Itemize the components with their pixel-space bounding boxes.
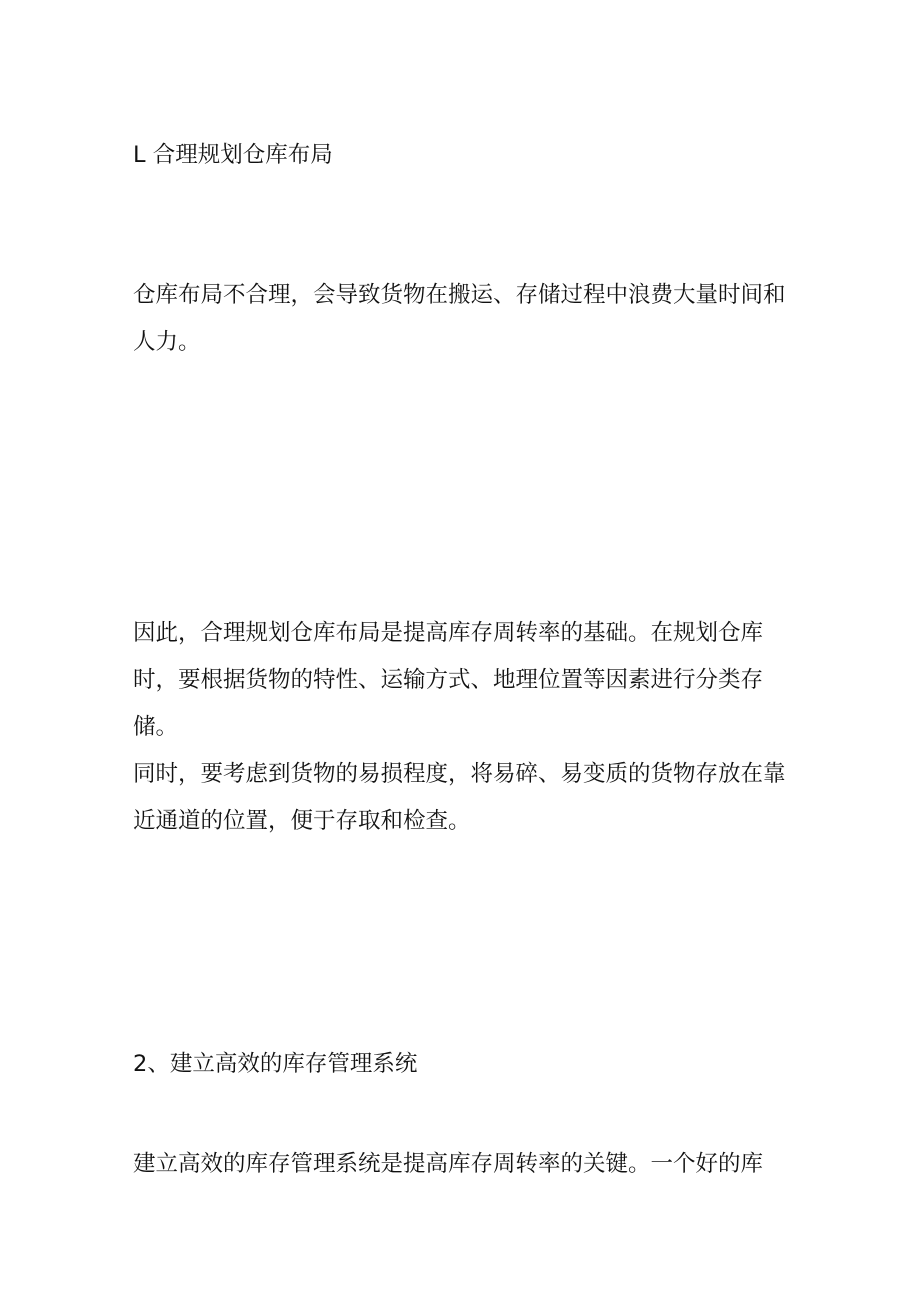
section-heading-inventory-system: 2、建立高效的库存管理系统	[133, 1051, 418, 1077]
paragraph-layout-planning: 因此，合理规划仓库布局是提高库存周转率的基础。在规划仓库时，要根据货物的特性、运输方式、地理位置等因素进行分类存储。	[133, 620, 764, 740]
section-heading-warehouse-layout: L 合理规划仓库布局	[133, 142, 333, 168]
paragraph-layout-problem: 仓库布局不合理，会导致货物在搬运、存储过程中浪费大量时间和人力。	[133, 282, 786, 355]
paragraph-inventory-system: 建立高效的库存管理系统是提高库存周转率的关键。一个好的库	[133, 1151, 764, 1177]
paragraph-fragile-goods: 同时，要考虑到货物的易损程度，将易碎、易变质的货物存放在靠近通道的位置，便于存取和检查。	[133, 761, 786, 834]
